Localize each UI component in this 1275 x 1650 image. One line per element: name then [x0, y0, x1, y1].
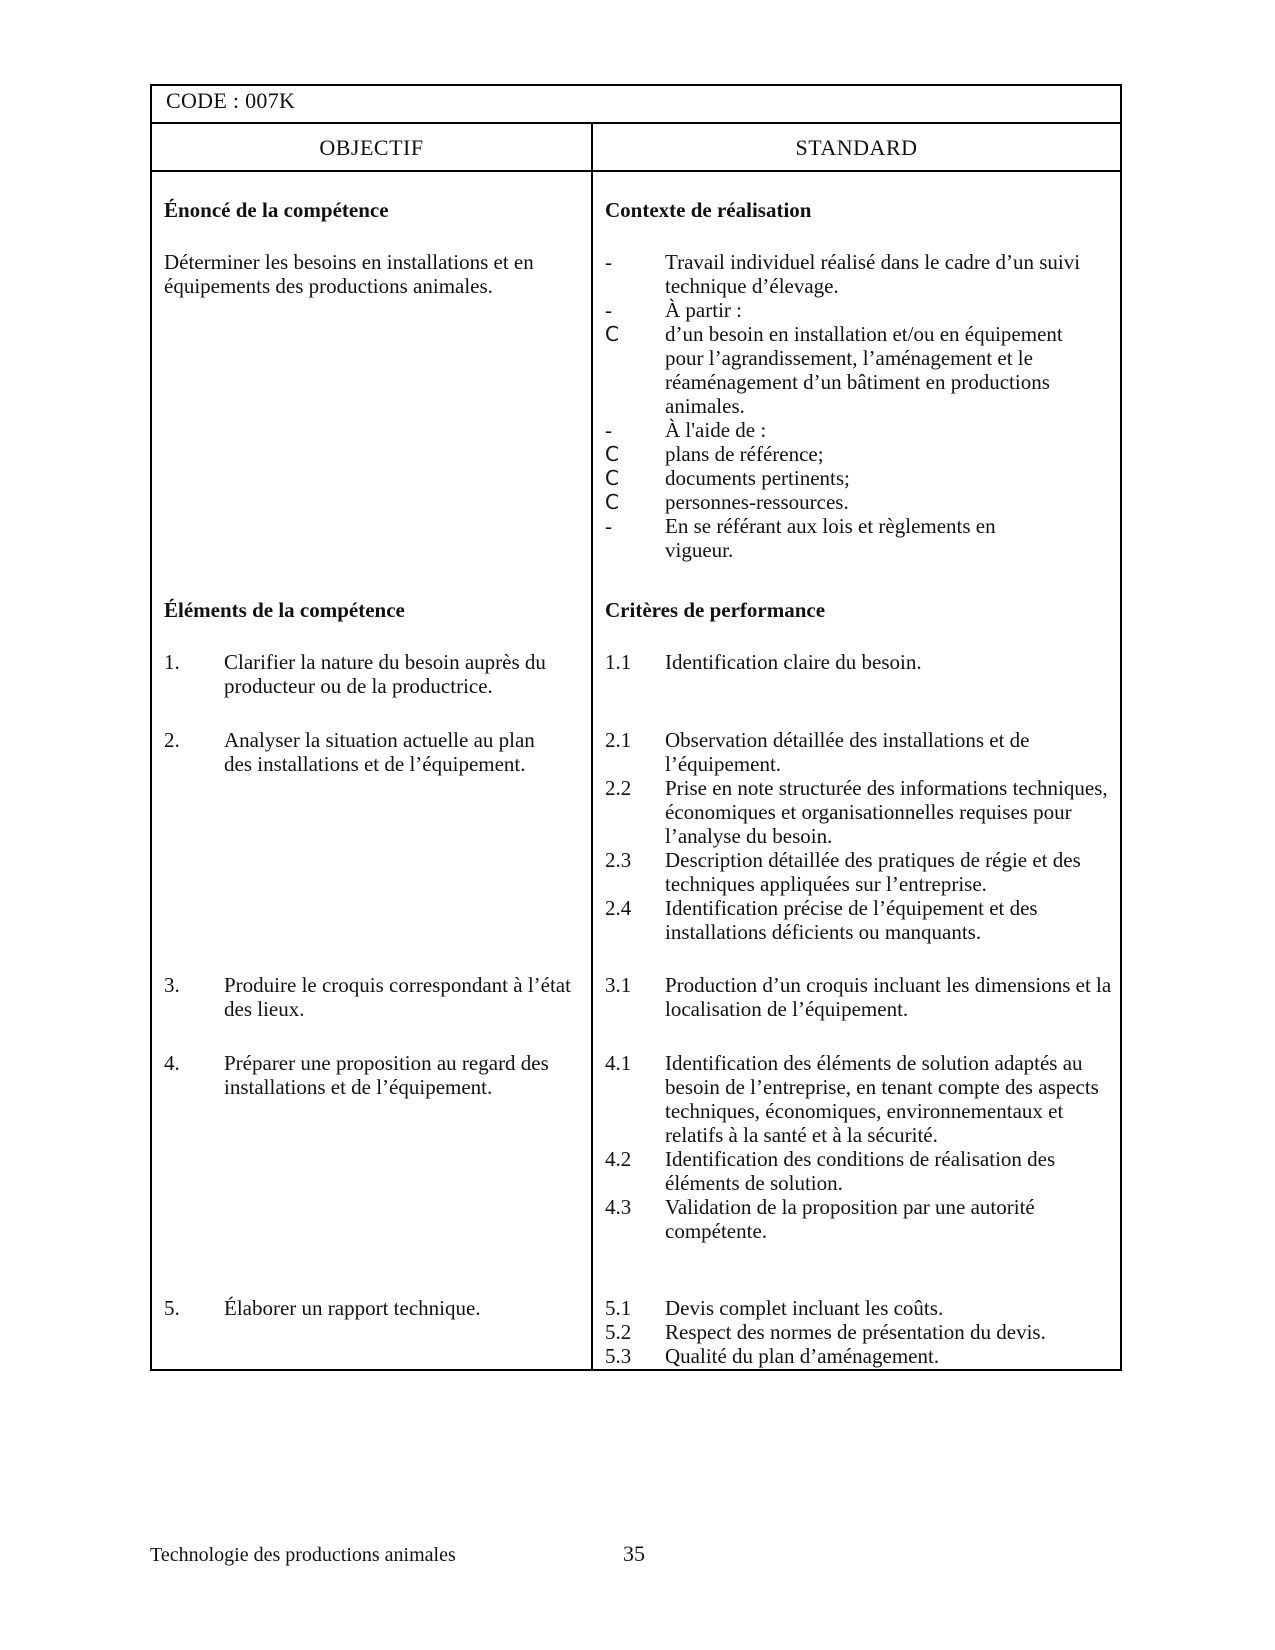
enonce-text: Déterminer les besoins en installations et en équipements des productions animales.	[164, 250, 534, 298]
criterion-item	[605, 896, 1116, 944]
footer-document-title: Technologie des productions animales	[150, 1544, 456, 1566]
code-row	[152, 86, 1120, 124]
criterion-text: Production d’un croquis incluant les dimensions et la localisation de l’équipement.	[665, 973, 1112, 1021]
criterion-number: 5.1	[605, 1296, 632, 1320]
contexte-item	[605, 490, 1114, 514]
criterion-text: Description détaillée des pratiques de régie et des techniques appliquées sur l’entreprise.	[665, 848, 1081, 896]
element-number: 2.	[164, 728, 180, 752]
contexte-text: À l'aide de :	[665, 418, 767, 442]
criterion-text: Identification des conditions de réalisation des éléments de solution.	[665, 1147, 1056, 1195]
criterion-number: 4.2	[605, 1147, 632, 1171]
element-text: Clarifier la nature du besoin auprès du producteur ou de la productrice.	[224, 650, 546, 698]
criterion-text: Observation détaillée des installations et de l’équipement.	[665, 728, 1030, 776]
contexte-text: plans de référence;	[665, 442, 824, 466]
criterion-number: 5.2	[605, 1320, 632, 1344]
element-text: Élaborer un rapport technique.	[224, 1296, 481, 1320]
element-number: 5.	[164, 1296, 180, 1320]
contexte-item	[605, 466, 1114, 490]
contexte-item	[605, 322, 1114, 418]
contexte-item	[605, 442, 1114, 466]
criterion-item	[605, 848, 1116, 896]
element-item	[164, 650, 581, 698]
criterion-text: Qualité du plan d’aménagement.	[665, 1344, 940, 1368]
header-standard: STANDARD	[795, 135, 918, 160]
element-text: Analyser la situation actuelle au plan des installations et de l’équipement.	[224, 728, 535, 776]
header-objectif: OBJECTIF	[319, 135, 424, 160]
page-number: 35	[623, 1541, 645, 1566]
criterion-number: 1.1	[605, 650, 632, 674]
criterion-number: 5.3	[605, 1344, 632, 1368]
elements-title: Éléments de la compétence	[164, 598, 405, 622]
criterion-item	[605, 1320, 1116, 1344]
criterion-item	[605, 1051, 1116, 1147]
contexte-item	[605, 418, 1114, 442]
criterion-item	[605, 728, 1116, 776]
contexte-text: Travail individuel réalisé dans le cadre d’un suivi technique d’élevage.	[665, 250, 1081, 298]
contexte-item	[605, 514, 1114, 562]
element-item	[164, 973, 587, 1021]
dash-marker: -	[605, 298, 612, 322]
element-number: 1.	[164, 650, 180, 674]
criterion-number: 3.1	[605, 973, 632, 997]
criterion-item	[605, 776, 1116, 848]
bullet-marker-icon: C	[605, 466, 619, 490]
criterion-number: 2.4	[605, 896, 632, 920]
column-header-row	[152, 124, 1120, 172]
criterion-text: Devis complet incluant les coûts.	[665, 1296, 944, 1320]
criterion-item	[605, 1296, 1116, 1320]
criterion-item	[605, 650, 1114, 674]
element-item	[164, 1296, 581, 1320]
objectif-column	[152, 172, 591, 1369]
contexte-item	[605, 298, 1114, 322]
criteria-group-2	[605, 728, 1116, 944]
criterion-number: 4.1	[605, 1051, 632, 1075]
standard-column	[593, 172, 1120, 1369]
element-number: 4.	[164, 1051, 180, 1075]
criterion-item	[605, 1344, 1116, 1368]
competency-code: CODE : 007K	[166, 88, 296, 113]
contexte-title: Contexte de réalisation	[605, 198, 812, 222]
criterion-text: Identification précise de l’équipement et des installations déficients ou manquants.	[665, 896, 1038, 944]
element-text: Produire le croquis correspondant à l’état des lieux.	[224, 973, 571, 1021]
bullet-marker-icon: C	[605, 442, 619, 466]
criteria-group-1	[605, 650, 1114, 674]
criterion-item	[605, 1147, 1116, 1195]
contexte-text: personnes-ressources.	[665, 490, 849, 514]
element-item	[164, 728, 551, 776]
contexte-list	[605, 250, 1114, 562]
criterion-text: Prise en note structurée des informations techniques, économiques et organisationnelles requises pour l’analyse du besoin.	[665, 776, 1108, 848]
criterion-item	[605, 1195, 1116, 1243]
element-item	[164, 1051, 587, 1099]
criteria-group-4	[605, 1051, 1116, 1243]
criterion-text: Respect des normes de présentation du devis.	[665, 1320, 1046, 1344]
contexte-text: d’un besoin en installation et/ou en équipement pour l’agrandissement, l’aménagement et le réaménagement d’un bâtiment en productions animales.	[665, 322, 1063, 418]
criterion-number: 2.3	[605, 848, 632, 872]
element-number: 3.	[164, 973, 180, 997]
bullet-marker-icon: C	[605, 322, 619, 346]
criterion-text: Identification des éléments de solution adaptés au besoin de l’entreprise, en tenant compte des aspects techniques, économiques, environnementaux et relatifs à la santé et à la sécurité.	[665, 1051, 1099, 1147]
criteria-group-5	[605, 1296, 1116, 1368]
enonce-title: Énoncé de la compétence	[164, 198, 389, 222]
contexte-item	[605, 250, 1114, 298]
contexte-text: À partir :	[665, 298, 742, 322]
criteres-title: Critères de performance	[605, 598, 826, 622]
criterion-item	[605, 973, 1116, 1021]
bullet-marker-icon: C	[605, 490, 619, 514]
contexte-text: En se référant aux lois et règlements en vigueur.	[665, 514, 996, 562]
criterion-text: Validation de la proposition par une autorité compétente.	[665, 1195, 1035, 1243]
dash-marker: -	[605, 250, 612, 274]
contexte-text: documents pertinents;	[665, 466, 850, 490]
element-text: Préparer une proposition au regard des installations et de l’équipement.	[224, 1051, 549, 1099]
criterion-number: 2.1	[605, 728, 632, 752]
competency-table	[150, 84, 1122, 1371]
dash-marker: -	[605, 514, 612, 538]
criterion-text: Identification claire du besoin.	[665, 650, 922, 674]
dash-marker: -	[605, 418, 612, 442]
criterion-number: 2.2	[605, 776, 632, 800]
criterion-number: 4.3	[605, 1195, 632, 1219]
criteria-group-3	[605, 973, 1116, 1021]
